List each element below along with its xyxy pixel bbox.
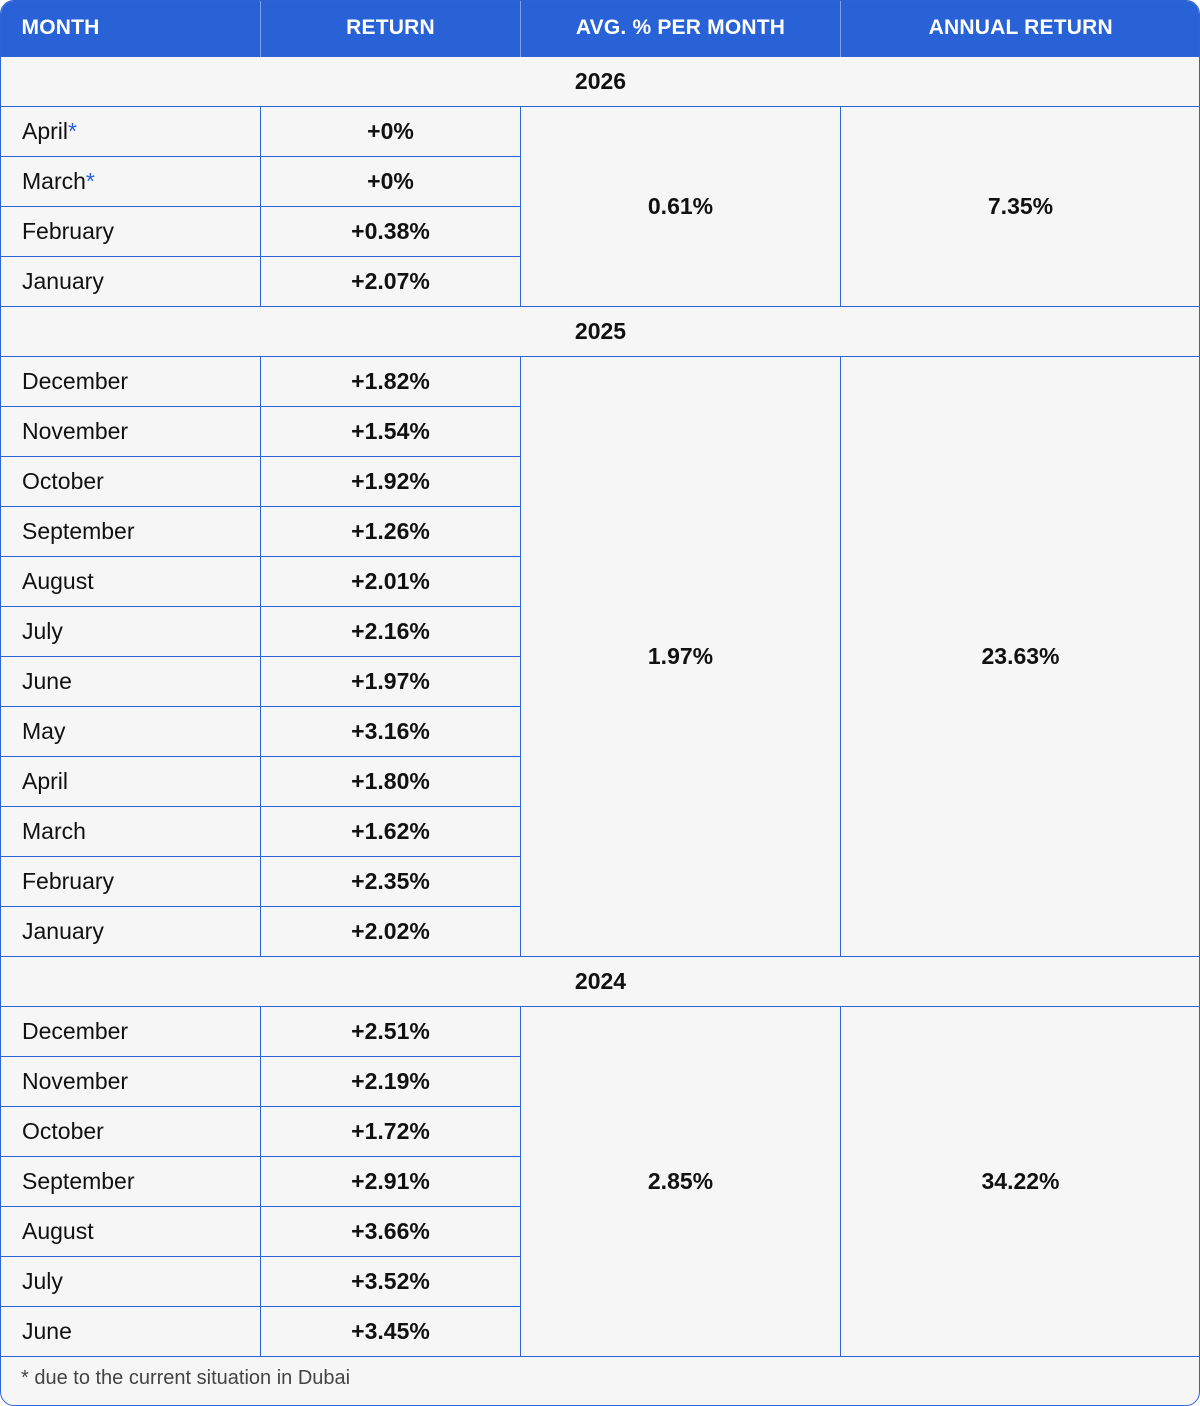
month-cell bbox=[1, 607, 261, 657]
month-cell bbox=[1, 1107, 261, 1157]
return-cell: +1.26% bbox=[261, 507, 521, 557]
month-cell bbox=[1, 407, 261, 457]
month-name: February bbox=[22, 868, 115, 894]
month-name: May bbox=[22, 718, 66, 744]
month-cell bbox=[1, 207, 261, 257]
month-cell bbox=[1, 557, 261, 607]
month-cell bbox=[1, 1157, 261, 1207]
month-name: March bbox=[22, 818, 86, 844]
annual-return-cell: 23.63% bbox=[841, 357, 1200, 957]
return-cell: +1.80% bbox=[261, 757, 521, 807]
month-name: April bbox=[22, 768, 69, 794]
month-name: December bbox=[22, 368, 129, 394]
return-cell: +2.07% bbox=[261, 257, 521, 307]
month-name: October bbox=[22, 468, 104, 494]
return-cell: +2.35% bbox=[261, 857, 521, 907]
footnote-asterisk: * bbox=[68, 118, 77, 144]
return-cell: +1.72% bbox=[261, 1107, 521, 1157]
month-name: December bbox=[22, 1018, 129, 1044]
month-cell bbox=[1, 1257, 261, 1307]
month-name: September bbox=[22, 1168, 135, 1194]
return-cell: +0% bbox=[261, 157, 521, 207]
month-name: October bbox=[22, 1118, 104, 1144]
month-cell bbox=[1, 357, 261, 407]
month-cell bbox=[1, 707, 261, 757]
footnote: * due to the current situation in Dubai bbox=[21, 1367, 351, 1389]
month-name: July bbox=[22, 1268, 63, 1294]
return-cell: +1.97% bbox=[261, 657, 521, 707]
year-row bbox=[1, 307, 1200, 357]
annual-return-cell: 7.35% bbox=[841, 107, 1200, 307]
month-name: June bbox=[22, 1318, 72, 1344]
return-cell: +1.82% bbox=[261, 357, 521, 407]
month-cell bbox=[1, 457, 261, 507]
return-cell: +2.02% bbox=[261, 907, 521, 957]
month-cell bbox=[1, 857, 261, 907]
return-cell: +0% bbox=[261, 107, 521, 157]
month-cell bbox=[1, 257, 261, 307]
year-label: 2025 bbox=[1, 307, 1200, 357]
month-name: February bbox=[22, 218, 115, 244]
return-cell: +1.62% bbox=[261, 807, 521, 857]
table-body bbox=[1, 57, 1200, 1357]
return-cell: +3.16% bbox=[261, 707, 521, 757]
month-name: March bbox=[22, 168, 86, 194]
return-cell: +2.19% bbox=[261, 1057, 521, 1107]
month-name: September bbox=[22, 518, 135, 544]
year-label: 2024 bbox=[1, 957, 1200, 1007]
table-row bbox=[1, 357, 1200, 407]
month-name: January bbox=[22, 268, 104, 294]
month-cell bbox=[1, 657, 261, 707]
month-cell bbox=[1, 1207, 261, 1257]
month-name: November bbox=[22, 418, 129, 444]
month-cell bbox=[1, 907, 261, 957]
footnote-asterisk: * bbox=[85, 168, 95, 194]
avg-per-month-cell: 1.97% bbox=[521, 357, 841, 957]
month-name: August bbox=[22, 568, 94, 594]
return-cell: +1.54% bbox=[261, 407, 521, 457]
year-row bbox=[1, 957, 1200, 1007]
month-name: April bbox=[22, 118, 69, 144]
month-name: July bbox=[22, 618, 63, 644]
return-cell: +2.91% bbox=[261, 1157, 521, 1207]
month-cell bbox=[1, 157, 261, 207]
month-name: January bbox=[22, 918, 104, 944]
avg-per-month-cell: 2.85% bbox=[521, 1007, 841, 1357]
return-cell: +2.01% bbox=[261, 557, 521, 607]
avg-per-month-cell: 0.61% bbox=[521, 107, 841, 307]
return-cell: +3.66% bbox=[261, 1207, 521, 1257]
month-cell bbox=[1, 1307, 261, 1357]
return-cell: +3.45% bbox=[261, 1307, 521, 1357]
month-cell bbox=[1, 757, 261, 807]
return-cell: +3.52% bbox=[261, 1257, 521, 1307]
month-cell bbox=[1, 1057, 261, 1107]
annual-return-cell: 34.22% bbox=[841, 1007, 1200, 1357]
month-cell bbox=[1, 507, 261, 557]
return-cell: +2.16% bbox=[261, 607, 521, 657]
month-cell bbox=[1, 807, 261, 857]
table-row bbox=[1, 1007, 1200, 1057]
return-cell: +0.38% bbox=[261, 207, 521, 257]
month-cell bbox=[1, 1007, 261, 1057]
month-name: June bbox=[22, 668, 72, 694]
month-name: November bbox=[22, 1068, 129, 1094]
table-row bbox=[1, 107, 1200, 157]
return-cell: +2.51% bbox=[261, 1007, 521, 1057]
year-label: 2026 bbox=[1, 57, 1200, 107]
header-month: MONTH bbox=[1, 0, 261, 57]
month-cell bbox=[1, 107, 261, 157]
header-row bbox=[1, 0, 1200, 57]
return-cell: +1.92% bbox=[261, 457, 521, 507]
header-return: RETURN bbox=[261, 0, 521, 57]
header-annual-return: ANNUAL RETURN bbox=[841, 0, 1200, 57]
month-name: August bbox=[22, 1218, 94, 1244]
header-avg-per-month: AVG. % PER MONTH bbox=[521, 0, 841, 57]
year-row bbox=[1, 57, 1200, 107]
